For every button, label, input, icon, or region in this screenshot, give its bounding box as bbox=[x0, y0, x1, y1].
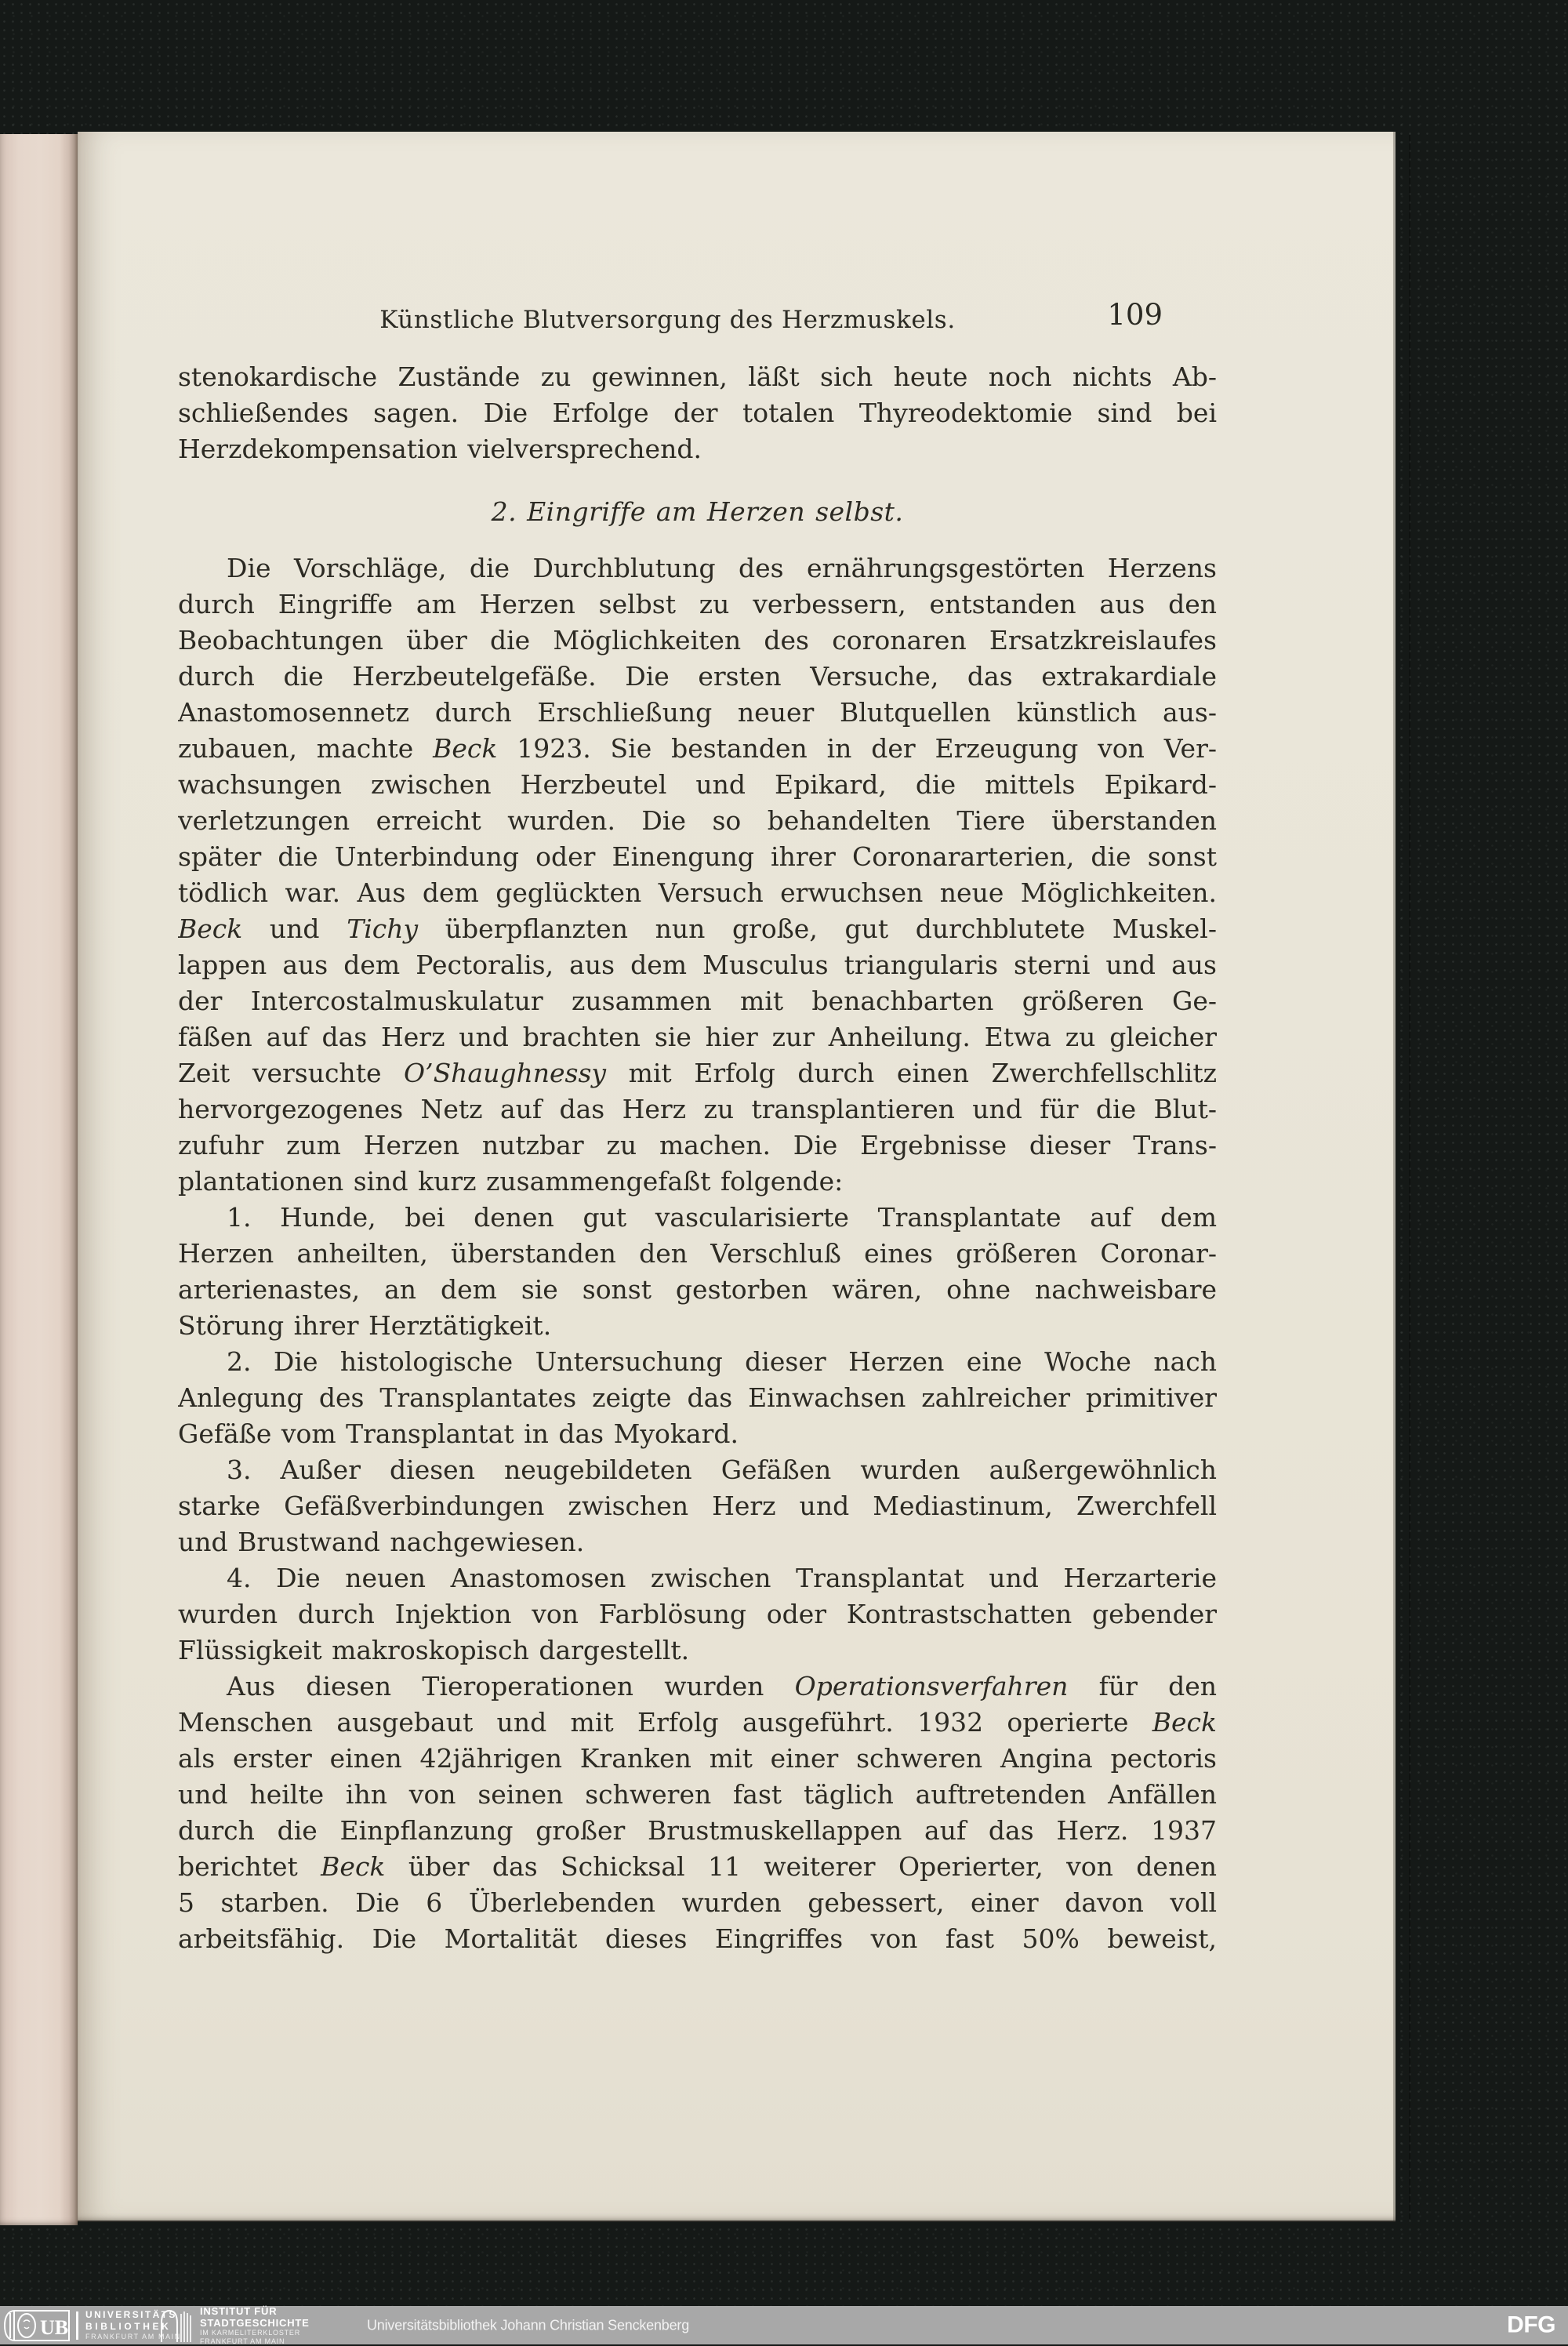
text-line: zubauen, machte Beck 1923. Sie bestanden in der Erzeugung von Ver- bbox=[178, 733, 1217, 764]
text-line: arbeitsfähig. Die Mortalität dieses Eingriffes von fast 50% beweist, bbox=[178, 1923, 1217, 1954]
text-line: Die Vorschläge, die Durchblutung des ernährungsgestörten Herzens bbox=[227, 553, 1217, 583]
text-line: tödlich war. Aus dem geglückten Versuch erwuchsen neue Möglichkeiten. bbox=[178, 877, 1217, 908]
text-line: 4. Die neuen Anastomosen zwischen Transplantat und Herzarterie bbox=[227, 1563, 1217, 1593]
text-line: durch Eingriffe am Herzen selbst zu verbessern, entstanden aus den bbox=[178, 589, 1217, 619]
text-line: und heilte ihn von seinen schweren fast täglich auftretenden Anfällen bbox=[178, 1779, 1217, 1810]
text-line: Zeit versuchte O’Shaughnessy mit Erfolg durch einen Zwerchfellschlitz bbox=[178, 1058, 1217, 1088]
library-name-label: Universitätsbibliothek Johann Christian Senckenberg bbox=[367, 2317, 690, 2333]
ifs-logo-text bbox=[200, 2305, 310, 2346]
text-line: Gefäße vom Transplantat in das Myokard. bbox=[178, 1418, 739, 1449]
ub-book-icon bbox=[3, 2310, 71, 2341]
text-line: 5 starben. Die 6 Überlebenden wurden gebessert, einer davon voll bbox=[178, 1887, 1217, 1918]
italic-text: Beck bbox=[433, 733, 498, 764]
gothic-arch-icon bbox=[160, 2309, 191, 2342]
ifs-line3: IM KARMELITERKLOSTER bbox=[200, 2328, 301, 2337]
text-line: wurden durch Injektion von Farblösung oder Kontrastschatten gebender bbox=[178, 1599, 1217, 1629]
page-number: 109 bbox=[1107, 298, 1163, 332]
text-line: 2. Die histologische Untersuchung dieser Herzen eine Woche nach bbox=[227, 1346, 1217, 1377]
ub-line3: FRANKFURT AM MAIN bbox=[85, 2333, 181, 2341]
text-line: arterienastes, an dem sie sonst gestorben wären, ohne nachweisbare bbox=[178, 1274, 1217, 1305]
text-line: Flüssigkeit makroskopisch dargestellt. bbox=[178, 1635, 690, 1665]
text-line: stenokardische Zustände zu gewinnen, läßt sich heute noch nichts Ab- bbox=[178, 361, 1217, 392]
logo-divider bbox=[76, 2312, 78, 2340]
ub-logo bbox=[3, 2306, 181, 2344]
text-line: starke Gefäßverbindungen zwischen Herz und Mediastinum, Zwerchfell bbox=[178, 1491, 1217, 1521]
text-line: zufuhr zum Herzen nutzbar zu machen. Die Ergebnisse dieser Trans- bbox=[178, 1130, 1217, 1160]
text-line: 3. Außer diesen neugebildeten Gefäßen wurden außergewöhnlich bbox=[227, 1454, 1217, 1485]
backdrop-seam bbox=[1409, 135, 1410, 2219]
italic-text: Beck bbox=[321, 1851, 386, 1882]
text-line: lappen aus dem Pectoralis, aus dem Musculus triangularis sterni und aus bbox=[178, 950, 1217, 980]
book-page bbox=[78, 132, 1396, 2222]
text-line: Beck und Tichy überpflanzten nun große, gut durchblutete Muskel- bbox=[178, 913, 1217, 944]
ub-line1: UNIVERSITÄTS bbox=[85, 2309, 177, 2320]
text-line: plantationen sind kurz zusammengefaßt folgende: bbox=[178, 1166, 844, 1197]
italic-text: Beck bbox=[1152, 1707, 1217, 1738]
text-line: Herzen anheilten, überstanden den Verschluß eines größeren Coronar- bbox=[178, 1238, 1217, 1269]
ifs-line1: INSTITUT FÜR bbox=[200, 2304, 278, 2317]
text-line: als erster einen 42jährigen Kranken mit einer schweren Angina pectoris bbox=[178, 1743, 1217, 1774]
text-line: schließendes sagen. Die Erfolge der totalen Thyreodektomie sind bei bbox=[178, 398, 1217, 428]
text-line: 1. Hunde, bei denen gut vascularisierte Transplantate auf dem bbox=[227, 1202, 1217, 1233]
text-line: Aus diesen Tieroperationen wurden Operationsverfahren für den bbox=[227, 1671, 1217, 1701]
text-line: und Brustwand nachgewiesen. bbox=[178, 1527, 585, 1557]
text-line: durch die Einpflanzung großer Brustmuskellappen auf das Herz. 1937 bbox=[178, 1815, 1217, 1846]
section-heading: 2. Eingriffe am Herzen selbst. bbox=[491, 496, 904, 527]
ifs-line4: FRANKFURT AM MAIN bbox=[200, 2337, 285, 2345]
running-title: Künstliche Blutversorgung des Herzmuskels. bbox=[379, 306, 956, 334]
text-line: wachsungen zwischen Herzbeutel und Epikard, die mittels Epikard- bbox=[178, 769, 1217, 800]
text-line: Störung ihrer Herztätigkeit. bbox=[178, 1310, 552, 1341]
stacked-page-edges bbox=[0, 134, 78, 2225]
text-line: verletzungen erreicht wurden. Die so behandelten Tiere überstanden bbox=[178, 805, 1217, 836]
text-line: der Intercostalmuskulatur zusammen mit benachbarten größeren Ge- bbox=[178, 986, 1217, 1016]
page-body-lines bbox=[178, 359, 1217, 1957]
ub-abbrev: UB bbox=[40, 2315, 69, 2339]
text-line: Menschen ausgebaut und mit Erfolg ausgeführt. 1932 operierte Beck bbox=[178, 1707, 1217, 1738]
text-line: Anlegung des Transplantates zeigte das Einwachsen zahlreicher primitiver bbox=[178, 1382, 1217, 1413]
text-line: berichtet Beck über das Schicksal 11 weiterer Operierter, von denen bbox=[178, 1851, 1217, 1882]
ub-line2: BIBLIOTHEK bbox=[85, 2321, 172, 2332]
text-line: Anastomosennetz durch Erschließung neuer Blutquellen künstlich aus- bbox=[178, 697, 1217, 728]
text-line: durch die Herzbeutelgefäße. Die ersten Versuche, das extrakardiale bbox=[178, 661, 1217, 692]
italic-text: O’Shaughnessy bbox=[404, 1058, 607, 1088]
text-line: Herzdekompensation vielversprechend. bbox=[178, 434, 702, 464]
italic-text: Beck bbox=[178, 913, 243, 944]
text-column bbox=[178, 132, 1217, 2221]
text-line: Beobachtungen über die Möglichkeiten des coronaren Ersatzkreislaufes bbox=[178, 625, 1217, 656]
italic-text: Tichy bbox=[347, 913, 419, 944]
text-line: fäßen auf das Herz und brachten sie hier zur Anheilung. Etwa zu gleicher bbox=[178, 1022, 1217, 1052]
text-line: hervorgezogenes Netz auf das Herz zu transplantieren und für die Blut- bbox=[178, 1094, 1217, 1124]
ifs-logo bbox=[160, 2306, 310, 2344]
text-line: später die Unterbindung oder Einengung ihrer Coronararterien, die sonst bbox=[178, 841, 1217, 872]
dfg-logo: DFG bbox=[1507, 2311, 1555, 2337]
italic-text: Operationsverfahren bbox=[794, 1671, 1069, 1701]
footer-bar bbox=[0, 2306, 1568, 2344]
ifs-line2: STADTGESCHICHTE bbox=[200, 2316, 310, 2329]
